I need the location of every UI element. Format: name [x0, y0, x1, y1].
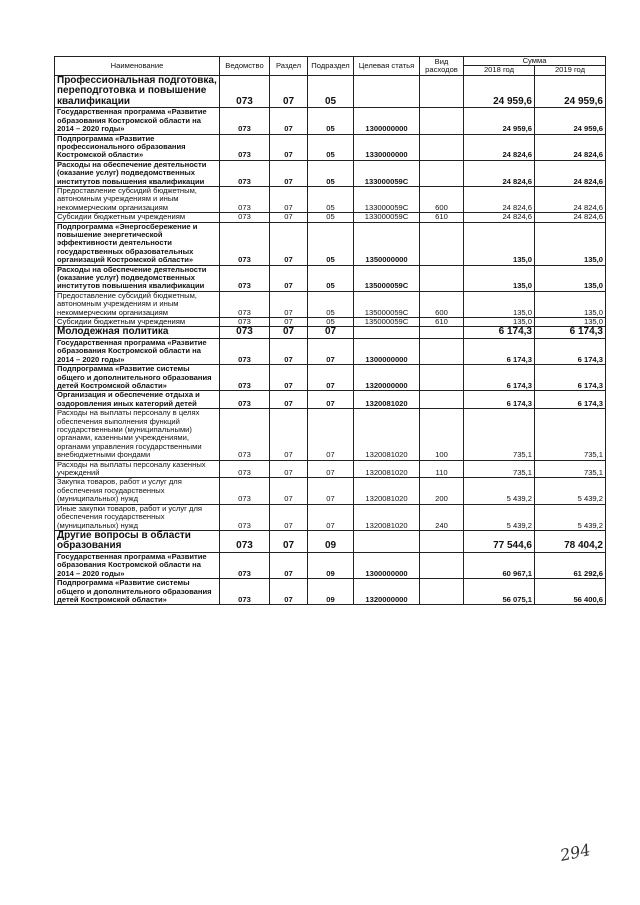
col-header-name: Наименование	[55, 57, 220, 76]
cell-sum-2018: 24 824,6	[464, 213, 535, 222]
cell-razdel: 07	[270, 160, 308, 186]
cell-name: Государственная программа «Развитие образования Костромской области на 2014 – 2020 годы»	[55, 552, 220, 578]
table-row	[55, 213, 606, 222]
cell-name: Организация и обеспечение отдыха и оздоровления иных категорий детей	[55, 391, 220, 409]
cell-target: 133000059С	[354, 160, 420, 186]
table-row	[55, 504, 606, 530]
cell-sum-2018: 5 439,2	[464, 478, 535, 504]
cell-podrazdel: 09	[308, 530, 354, 552]
cell-target: 1320000000	[354, 579, 420, 605]
cell-sum-2019: 24 824,6	[535, 160, 606, 186]
table-row	[55, 160, 606, 186]
cell-target: 135000059С	[354, 291, 420, 317]
cell-podrazdel: 05	[308, 75, 354, 108]
table-header-row	[55, 57, 606, 66]
table-row	[55, 338, 606, 364]
cell-sum-2019: 135,0	[535, 265, 606, 291]
cell-razdel: 07	[270, 213, 308, 222]
cell-podrazdel: 05	[308, 265, 354, 291]
cell-name: Закупка товаров, работ и услуг для обеспечения государственных (муниципальных) нужд	[55, 478, 220, 504]
cell-podrazdel: 07	[308, 327, 354, 339]
cell-target: 1320081020	[354, 391, 420, 409]
table-row	[55, 134, 606, 160]
cell-razdel: 07	[270, 579, 308, 605]
cell-vedomstvo: 073	[220, 365, 270, 391]
cell-vid	[420, 108, 464, 134]
cell-sum-2018: 135,0	[464, 265, 535, 291]
cell-vedomstvo: 073	[220, 318, 270, 327]
cell-vedomstvo: 073	[220, 213, 270, 222]
cell-target: 135000059С	[354, 318, 420, 327]
cell-sum-2018: 735,1	[464, 409, 535, 460]
cell-target: 133000059С	[354, 213, 420, 222]
cell-podrazdel: 09	[308, 579, 354, 605]
cell-target	[354, 327, 420, 339]
cell-podrazdel: 05	[308, 291, 354, 317]
cell-name: Предоставление субсидий бюджетным, автономным учреждениям и иным некоммерческим организациям	[55, 186, 220, 212]
cell-name: Расходы на выплаты персоналу в целях обеспечения выполнения функций государственными (муниципальными) органами, казенными учреждениями, органами управления государственными внебюджетными фондами	[55, 409, 220, 460]
col-header-year1: 2018 год	[464, 66, 535, 75]
cell-vid	[420, 265, 464, 291]
cell-podrazdel: 07	[308, 478, 354, 504]
cell-sum-2019: 56 400,6	[535, 579, 606, 605]
cell-razdel: 07	[270, 186, 308, 212]
cell-sum-2018: 24 959,6	[464, 108, 535, 134]
table-row	[55, 75, 606, 108]
cell-name: Субсидии бюджетным учреждениям	[55, 213, 220, 222]
cell-vid	[420, 327, 464, 339]
cell-sum-2019: 735,1	[535, 409, 606, 460]
cell-sum-2018: 5 439,2	[464, 504, 535, 530]
cell-target	[354, 530, 420, 552]
cell-vid: 240	[420, 504, 464, 530]
cell-vedomstvo: 073	[220, 409, 270, 460]
cell-vedomstvo: 073	[220, 265, 270, 291]
cell-razdel: 07	[270, 134, 308, 160]
cell-vid: 600	[420, 186, 464, 212]
cell-vedomstvo: 073	[220, 75, 270, 108]
cell-vedomstvo: 073	[220, 108, 270, 134]
table-row	[55, 530, 606, 552]
cell-vid: 110	[420, 460, 464, 478]
cell-sum-2018: 24 959,6	[464, 75, 535, 108]
cell-razdel: 07	[270, 391, 308, 409]
cell-name: Другие вопросы в области образования	[55, 530, 220, 552]
cell-target: 133000059С	[354, 186, 420, 212]
cell-vid	[420, 530, 464, 552]
table-row	[55, 409, 606, 460]
cell-sum-2018: 60 967,1	[464, 552, 535, 578]
col-header-vid: Вид расходов	[420, 57, 464, 76]
cell-razdel: 07	[270, 530, 308, 552]
cell-sum-2018: 135,0	[464, 222, 535, 265]
table-row	[55, 579, 606, 605]
cell-sum-2019: 6 174,3	[535, 391, 606, 409]
cell-podrazdel: 05	[308, 186, 354, 212]
table-row	[55, 391, 606, 409]
cell-target: 135000059С	[354, 265, 420, 291]
cell-vid	[420, 75, 464, 108]
cell-vid	[420, 222, 464, 265]
cell-vedomstvo: 073	[220, 160, 270, 186]
cell-podrazdel: 05	[308, 134, 354, 160]
cell-podrazdel: 07	[308, 365, 354, 391]
cell-sum-2018: 24 824,6	[464, 160, 535, 186]
cell-sum-2019: 61 292,6	[535, 552, 606, 578]
cell-target: 1320000000	[354, 365, 420, 391]
cell-razdel: 07	[270, 504, 308, 530]
table-row	[55, 552, 606, 578]
col-header-summa: Сумма	[464, 57, 606, 66]
table-row	[55, 222, 606, 265]
col-header-podrazdel: Подраздел	[308, 57, 354, 76]
cell-podrazdel: 07	[308, 504, 354, 530]
cell-podrazdel: 07	[308, 409, 354, 460]
col-header-razdel: Раздел	[270, 57, 308, 76]
cell-vid	[420, 338, 464, 364]
cell-razdel: 07	[270, 291, 308, 317]
cell-podrazdel: 07	[308, 460, 354, 478]
cell-podrazdel: 05	[308, 213, 354, 222]
cell-target: 1350000000	[354, 222, 420, 265]
cell-vid	[420, 552, 464, 578]
cell-razdel: 07	[270, 75, 308, 108]
cell-name: Молодежная политика	[55, 327, 220, 339]
cell-vid	[420, 134, 464, 160]
cell-target: 1320081020	[354, 504, 420, 530]
cell-sum-2019: 6 174,3	[535, 365, 606, 391]
cell-sum-2019: 24 824,6	[535, 213, 606, 222]
cell-razdel: 07	[270, 478, 308, 504]
table-row	[55, 327, 606, 339]
cell-podrazdel: 05	[308, 108, 354, 134]
cell-target: 1300000000	[354, 108, 420, 134]
cell-name: Государственная программа «Развитие образования Костромской области на 2014 – 2020 годы»	[55, 108, 220, 134]
cell-razdel: 07	[270, 222, 308, 265]
cell-vedomstvo: 073	[220, 478, 270, 504]
cell-target: 1320081020	[354, 460, 420, 478]
cell-vid: 200	[420, 478, 464, 504]
cell-sum-2018: 6 174,3	[464, 338, 535, 364]
col-header-target: Целевая статья	[354, 57, 420, 76]
cell-target: 1330000000	[354, 134, 420, 160]
cell-vid: 610	[420, 213, 464, 222]
cell-vid	[420, 579, 464, 605]
table-row	[55, 186, 606, 212]
cell-name: Иные закупки товаров, работ и услуг для обеспечения государственных (муниципальных) нужд	[55, 504, 220, 530]
cell-podrazdel: 05	[308, 318, 354, 327]
cell-razdel: 07	[270, 365, 308, 391]
cell-name: Подпрограмма «Развитие системы общего и дополнительного образования детей Костромской области»	[55, 365, 220, 391]
cell-vedomstvo: 073	[220, 460, 270, 478]
cell-vedomstvo: 073	[220, 291, 270, 317]
cell-vedomstvo: 073	[220, 338, 270, 364]
col-header-year2: 2019 год	[535, 66, 606, 75]
cell-sum-2019: 78 404,2	[535, 530, 606, 552]
cell-vedomstvo: 073	[220, 552, 270, 578]
cell-target: 1320081020	[354, 409, 420, 460]
cell-vid	[420, 391, 464, 409]
cell-name: Подпрограмма «Энергосбережение и повышение энергетической эффективности деятельности государственных образовательных организаций Костромской области»	[55, 222, 220, 265]
cell-sum-2019: 24 959,6	[535, 75, 606, 108]
cell-razdel: 07	[270, 552, 308, 578]
cell-sum-2019: 135,0	[535, 222, 606, 265]
cell-sum-2019: 5 439,2	[535, 504, 606, 530]
table-row	[55, 478, 606, 504]
cell-name: Подпрограмма «Развитие профессионального образования Костромской области»	[55, 134, 220, 160]
cell-vedomstvo: 073	[220, 579, 270, 605]
cell-podrazdel: 05	[308, 160, 354, 186]
cell-vedomstvo: 073	[220, 530, 270, 552]
cell-podrazdel: 07	[308, 391, 354, 409]
cell-name: Расходы на выплаты персоналу казенных учреждений	[55, 460, 220, 478]
cell-sum-2019: 135,0	[535, 291, 606, 317]
budget-table-sheet	[54, 56, 606, 605]
cell-target: 1300000000	[354, 338, 420, 364]
cell-razdel: 07	[270, 338, 308, 364]
table-body	[55, 75, 606, 605]
cell-target: 1300000000	[354, 552, 420, 578]
cell-vedomstvo: 073	[220, 327, 270, 339]
table-row	[55, 108, 606, 134]
cell-podrazdel: 07	[308, 338, 354, 364]
table-row	[55, 291, 606, 317]
cell-name: Государственная программа «Развитие образования Костромской области на 2014 – 2020 годы»	[55, 338, 220, 364]
cell-sum-2018: 135,0	[464, 318, 535, 327]
cell-podrazdel: 09	[308, 552, 354, 578]
budget-table	[54, 56, 606, 605]
cell-target: 1320081020	[354, 478, 420, 504]
cell-sum-2018: 77 544,6	[464, 530, 535, 552]
cell-sum-2018: 6 174,3	[464, 327, 535, 339]
cell-sum-2018: 135,0	[464, 291, 535, 317]
cell-sum-2018: 24 824,6	[464, 186, 535, 212]
cell-name: Предоставление субсидий бюджетным, автономным учреждениям и иным некоммерческим организациям	[55, 291, 220, 317]
cell-name: Субсидии бюджетным учреждениям	[55, 318, 220, 327]
cell-sum-2019: 24 824,6	[535, 134, 606, 160]
cell-razdel: 07	[270, 327, 308, 339]
cell-target	[354, 75, 420, 108]
cell-vedomstvo: 073	[220, 391, 270, 409]
cell-name: Расходы на обеспечение деятельности (оказание услуг) подведомственных институтов повышения квалификации	[55, 265, 220, 291]
table-row	[55, 265, 606, 291]
cell-sum-2019: 6 174,3	[535, 338, 606, 364]
cell-vedomstvo: 073	[220, 134, 270, 160]
cell-sum-2019: 24 824,6	[535, 186, 606, 212]
cell-vid: 610	[420, 318, 464, 327]
cell-vedomstvo: 073	[220, 504, 270, 530]
cell-vid: 600	[420, 291, 464, 317]
table-row	[55, 460, 606, 478]
cell-razdel: 07	[270, 409, 308, 460]
cell-razdel: 07	[270, 108, 308, 134]
cell-sum-2019: 135,0	[535, 318, 606, 327]
cell-sum-2018: 56 075,1	[464, 579, 535, 605]
page-number: 294	[558, 840, 593, 865]
cell-podrazdel: 05	[308, 222, 354, 265]
cell-sum-2019: 5 439,2	[535, 478, 606, 504]
cell-vedomstvo: 073	[220, 186, 270, 212]
cell-sum-2018: 24 824,6	[464, 134, 535, 160]
cell-sum-2018: 6 174,3	[464, 391, 535, 409]
cell-name: Профессиональная подготовка, переподготовка и повышение квалификации	[55, 75, 220, 108]
col-header-vedomstvo: Ведомство	[220, 57, 270, 76]
cell-vid	[420, 365, 464, 391]
cell-sum-2019: 735,1	[535, 460, 606, 478]
cell-razdel: 07	[270, 265, 308, 291]
table-row	[55, 365, 606, 391]
cell-razdel: 07	[270, 460, 308, 478]
cell-sum-2019: 6 174,3	[535, 327, 606, 339]
cell-vedomstvo: 073	[220, 222, 270, 265]
cell-sum-2018: 735,1	[464, 460, 535, 478]
cell-vid	[420, 160, 464, 186]
cell-sum-2019: 24 959,6	[535, 108, 606, 134]
cell-sum-2018: 6 174,3	[464, 365, 535, 391]
cell-name: Расходы на обеспечение деятельности (оказание услуг) подведомственных институтов повышения квалификации	[55, 160, 220, 186]
cell-name: Подпрограмма «Развитие системы общего и дополнительного образования детей Костромской области»	[55, 579, 220, 605]
cell-razdel: 07	[270, 318, 308, 327]
cell-vid: 100	[420, 409, 464, 460]
